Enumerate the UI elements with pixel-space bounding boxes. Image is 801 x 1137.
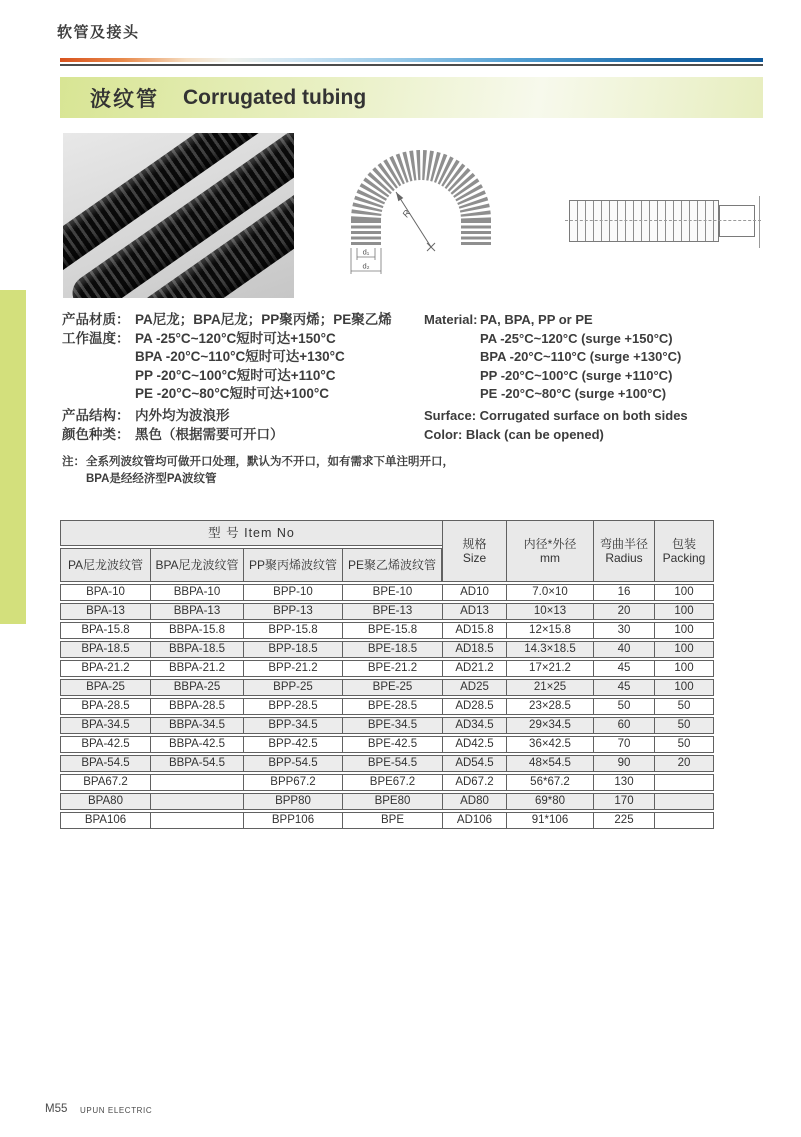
cell <box>654 793 714 810</box>
table-row <box>60 679 714 696</box>
cell: 100 <box>654 584 714 601</box>
cell: 23×28.5 <box>506 698 593 715</box>
cell: 17×21.2 <box>506 660 593 677</box>
table-row <box>60 641 714 658</box>
cell: BPP106 <box>243 812 342 829</box>
page-title-zh: 波纹管 <box>90 87 159 111</box>
bending-radius-drawing <box>336 142 506 282</box>
cell: BPP-25 <box>243 679 342 696</box>
cell: BPP-28.5 <box>243 698 342 715</box>
cell: BBPA-28.5 <box>150 698 243 715</box>
cell: 100 <box>654 603 714 620</box>
centerline <box>565 220 761 221</box>
cell: BPA-15.8 <box>60 622 150 639</box>
cell: BPA67.2 <box>60 774 150 791</box>
corrugated-section-drawing <box>569 200 719 242</box>
cell: AD15.8 <box>442 622 506 639</box>
col-header-pp: PP聚丙烯波纹管 <box>243 548 342 582</box>
cell: 69*80 <box>506 793 593 810</box>
col-header-radius <box>593 520 654 582</box>
cell: AD28.5 <box>442 698 506 715</box>
cell: BPE80 <box>342 793 442 810</box>
cell: 70 <box>593 736 654 753</box>
material-label-en: Material: <box>424 312 478 327</box>
cell: BPP-13 <box>243 603 342 620</box>
col-size-en: Size <box>462 551 487 565</box>
table-row <box>60 774 714 791</box>
spec-block-zh <box>62 311 392 404</box>
col-header-pa: PA尼龙波纹管 <box>60 548 150 582</box>
tube-section-diagram <box>565 194 763 250</box>
temp-line: BPA -20°C~110°C短时可达+130°C <box>135 349 345 364</box>
cell: BBPA-15.8 <box>150 622 243 639</box>
cell: BPE-18.5 <box>342 641 442 658</box>
col-dia-zh: 内径*外径 <box>523 537 577 551</box>
col-pack-zh: 包装 <box>671 537 696 551</box>
item-no-en: Item No <box>244 526 295 540</box>
table-row <box>60 584 714 601</box>
cell: AD18.5 <box>442 641 506 658</box>
d2-label: d₂ <box>362 261 370 271</box>
table-row <box>60 717 714 734</box>
cell: 45 <box>593 660 654 677</box>
spacer <box>62 385 135 404</box>
table-row <box>60 622 714 639</box>
color-label-zh: 颜色种类： <box>62 426 130 442</box>
radius-arrow-line <box>396 192 431 247</box>
cell <box>150 774 243 791</box>
cell: BPE <box>342 812 442 829</box>
item-no-zh: 型 号 <box>208 526 240 540</box>
cell: BPP80 <box>243 793 342 810</box>
radius-label: R <box>400 208 413 220</box>
cell: 50 <box>654 736 714 753</box>
cell: BPA-28.5 <box>60 698 150 715</box>
cell: BPE67.2 <box>342 774 442 791</box>
cell: 130 <box>593 774 654 791</box>
temp-line: PA -25°C~120°C短时可达+150°C <box>135 330 336 346</box>
cell: BPP-10 <box>243 584 342 601</box>
cell: BBPA-13 <box>150 603 243 620</box>
col-header-item-no <box>60 520 442 546</box>
col-dia-en: mm <box>540 551 560 565</box>
spacer <box>424 385 480 404</box>
cell: BPP-34.5 <box>243 717 342 734</box>
note-line: 全系列波纹管均可做开口处理，默认为不开口，如有需求下单注明开口， <box>86 456 454 468</box>
cell: BPP-15.8 <box>243 622 342 639</box>
cell: 40 <box>593 641 654 658</box>
col-header-size <box>442 520 506 582</box>
spacer <box>62 471 86 488</box>
structure-value-zh: 内外均为波浪形 <box>135 408 230 423</box>
cell: BPA-18.5 <box>60 641 150 658</box>
cell: 12×15.8 <box>506 622 593 639</box>
table-row <box>60 660 714 677</box>
cell: BPE-15.8 <box>342 622 442 639</box>
spacer <box>62 348 135 367</box>
cell: AD10 <box>442 584 506 601</box>
cell <box>150 812 243 829</box>
table-group-header-row <box>60 520 714 546</box>
page-title-en: Corrugated tubing <box>183 85 367 109</box>
left-accent-bar <box>0 290 26 624</box>
cell: BPA-10 <box>60 584 150 601</box>
cell: 30 <box>593 622 654 639</box>
cell: BBPA-34.5 <box>150 717 243 734</box>
cell: BPA-42.5 <box>60 736 150 753</box>
cell <box>654 812 714 829</box>
cell: BPE-28.5 <box>342 698 442 715</box>
cell: BBPA-42.5 <box>150 736 243 753</box>
section-title-bar <box>60 77 763 118</box>
note-line: BPA是经经济型PA波纹管 <box>86 473 217 485</box>
cell: AD13 <box>442 603 506 620</box>
cell: BPP67.2 <box>243 774 342 791</box>
dim-extension-line <box>759 196 760 248</box>
table-row <box>60 698 714 715</box>
cell: BPA80 <box>60 793 150 810</box>
cell: 100 <box>654 679 714 696</box>
table-row <box>60 603 714 620</box>
col-size-zh: 规格 <box>462 537 487 551</box>
cell: 7.0×10 <box>506 584 593 601</box>
cell: 45 <box>593 679 654 696</box>
cell: AD80 <box>442 793 506 810</box>
cell: 60 <box>593 717 654 734</box>
cell: BPE-42.5 <box>342 736 442 753</box>
material-value-en: PA, BPA, PP or PE <box>480 312 593 327</box>
cell: BPE-34.5 <box>342 717 442 734</box>
cell: 50 <box>593 698 654 715</box>
cell: AD42.5 <box>442 736 506 753</box>
cell: 10×13 <box>506 603 593 620</box>
cell: BPE-54.5 <box>342 755 442 772</box>
cell: BPA-54.5 <box>60 755 150 772</box>
cell: AD34.5 <box>442 717 506 734</box>
cell: 29×34.5 <box>506 717 593 734</box>
page-category: 软管及接头 <box>57 24 140 41</box>
temp-line: PP -20°C~100°C (surge +110°C) <box>480 367 673 383</box>
temp-line: BPA -20°C~110°C (surge +130°C) <box>480 349 682 364</box>
cell: BPE-21.2 <box>342 660 442 677</box>
cell: AD67.2 <box>442 774 506 791</box>
note-label: 注： <box>62 456 85 468</box>
structure-block-en <box>424 407 688 444</box>
temp-line: PP -20°C~100°C短时可达+110°C <box>135 367 336 383</box>
structure-label-zh: 产品结构： <box>62 408 130 423</box>
material-label-zh: 产品材质： <box>62 312 130 327</box>
cell: BPA106 <box>60 812 150 829</box>
cell: 21×25 <box>506 679 593 696</box>
cell: BPP-21.2 <box>243 660 342 677</box>
cell: BPE-10 <box>342 584 442 601</box>
spacer <box>424 367 480 386</box>
cell: 170 <box>593 793 654 810</box>
cell: BPP-18.5 <box>243 641 342 658</box>
surface-value-en: Surface: Corrugated surface on both sides <box>424 408 688 423</box>
cell: BPE-13 <box>342 603 442 620</box>
arch-corrugation <box>366 165 476 220</box>
table-row <box>60 812 714 829</box>
spec-block-en <box>424 311 681 404</box>
cell: 100 <box>654 622 714 639</box>
cell: BBPA-10 <box>150 584 243 601</box>
cell: 48×54.5 <box>506 755 593 772</box>
cell: 20 <box>593 603 654 620</box>
cell: 14.3×18.5 <box>506 641 593 658</box>
cell: BPP-42.5 <box>243 736 342 753</box>
cell: AD54.5 <box>442 755 506 772</box>
temp-line: PE -20°C~80°C短时可达+100°C <box>135 386 330 401</box>
cell: AD25 <box>442 679 506 696</box>
cell: BBPA-18.5 <box>150 641 243 658</box>
cell: 100 <box>654 641 714 658</box>
d1-label: d₁ <box>362 247 370 257</box>
cell: BBPA-25 <box>150 679 243 696</box>
color-value-en: Color: Black (can be opened) <box>424 426 604 442</box>
cell: AD106 <box>442 812 506 829</box>
cell: BPA-13 <box>60 603 150 620</box>
material-value-zh: PA尼龙；BPA尼龙；PP聚丙烯；PE聚乙烯 <box>135 312 392 327</box>
col-pack-en: Packing <box>662 551 706 565</box>
cell: 91*106 <box>506 812 593 829</box>
spacer <box>424 348 480 367</box>
cell: BPE-25 <box>342 679 442 696</box>
spacer <box>62 367 135 386</box>
temp-label-zh: 工作温度： <box>62 330 130 346</box>
header-gradient-rule <box>60 58 763 62</box>
cell: BPA-21.2 <box>60 660 150 677</box>
note-block <box>62 454 454 488</box>
cell <box>150 793 243 810</box>
footer-page-number: M55 <box>45 1103 68 1115</box>
temp-line: PE -20°C~80°C (surge +100°C) <box>480 386 667 401</box>
spec-table <box>60 518 714 831</box>
cell: 50 <box>654 717 714 734</box>
product-photo-corrugated-tubes <box>63 133 294 298</box>
cell: 36×42.5 <box>506 736 593 753</box>
col-radius-zh: 弯曲半径 <box>599 537 648 551</box>
cell: BBPA-54.5 <box>150 755 243 772</box>
radius-arrowhead <box>396 192 403 201</box>
color-value-zh: 黑色（根据需要可开口） <box>135 426 284 442</box>
cell <box>654 774 714 791</box>
cell: 90 <box>593 755 654 772</box>
cell: 100 <box>654 660 714 677</box>
cell: 56*67.2 <box>506 774 593 791</box>
smooth-end-drawing <box>719 205 755 237</box>
cell: BPP-54.5 <box>243 755 342 772</box>
structure-block-zh <box>62 407 284 444</box>
temp-line: PA -25°C~120°C (surge +150°C) <box>480 330 673 346</box>
cell: BPA-25 <box>60 679 150 696</box>
table-row <box>60 736 714 753</box>
cell: 20 <box>654 755 714 772</box>
table-row <box>60 793 714 810</box>
col-header-pe: PE聚乙烯波纹管 <box>342 548 442 582</box>
col-radius-en: Radius <box>605 551 643 565</box>
cell: 225 <box>593 812 654 829</box>
col-header-bpa: BPA尼龙波纹管 <box>150 548 243 582</box>
cell: 50 <box>654 698 714 715</box>
spacer <box>424 330 480 349</box>
cell: BPA-34.5 <box>60 717 150 734</box>
cell: 16 <box>593 584 654 601</box>
table-row <box>60 755 714 772</box>
header-dark-rule <box>60 64 763 66</box>
footer-brand: UPUN ELECTRIC <box>80 1106 153 1115</box>
col-header-packing <box>654 520 714 582</box>
col-header-diameter <box>506 520 593 582</box>
cell: BBPA-21.2 <box>150 660 243 677</box>
bending-radius-diagram <box>336 142 506 282</box>
cell: AD21.2 <box>442 660 506 677</box>
